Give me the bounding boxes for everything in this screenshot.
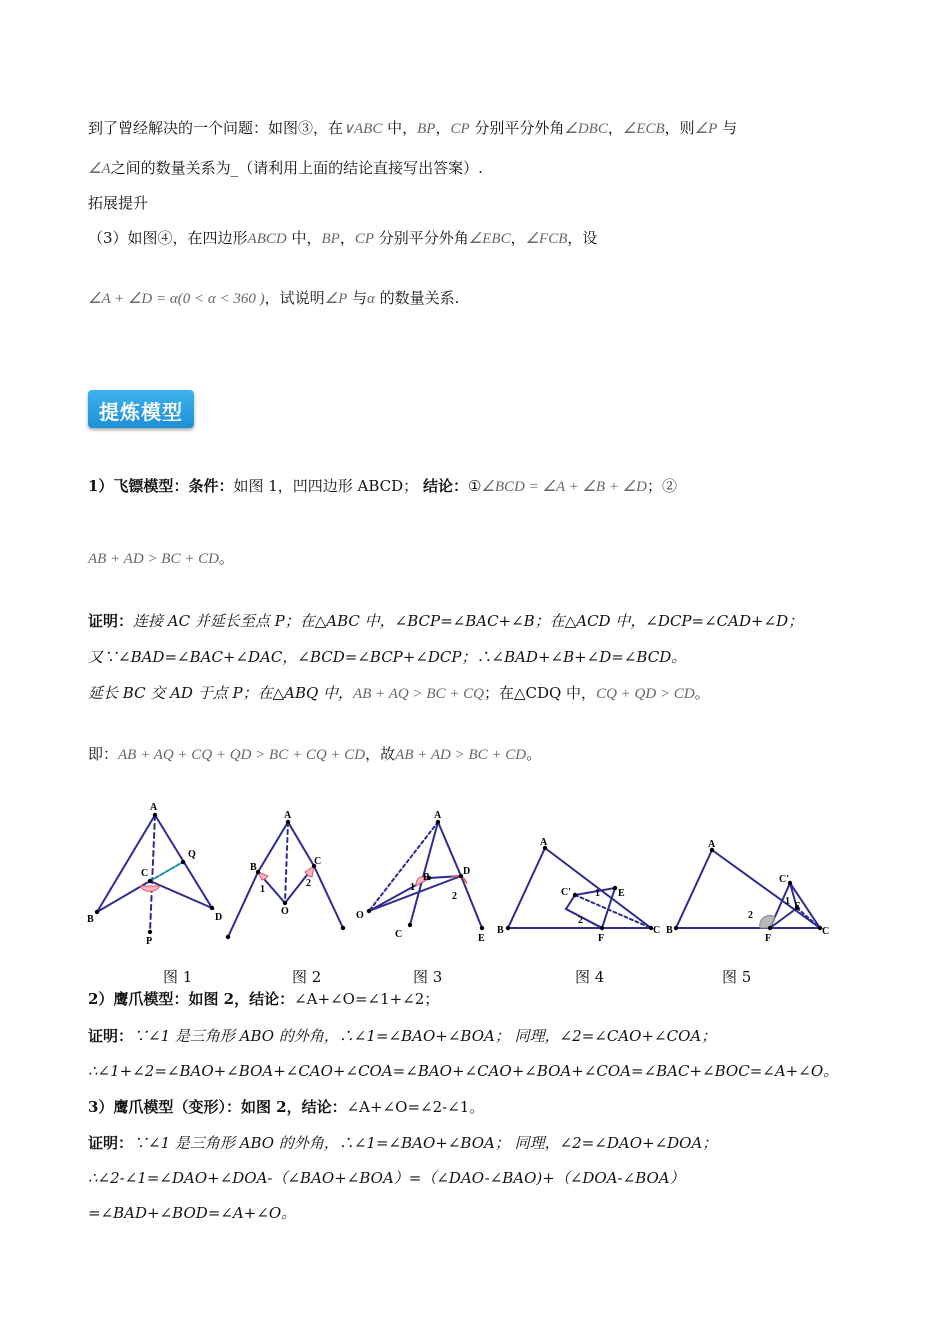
svg-text:2: 2 <box>306 878 311 889</box>
paragraph-question-2: 到了曾经解决的一个问题：如图③，在∨ABC 中，BP，CP 分别平分外角∠DBC，∠ECB，则∠P 与 <box>88 119 738 137</box>
svg-text:B: B <box>497 925 504 936</box>
figure-1-dart <box>97 815 212 932</box>
model-2-heading: 2）鹰爪模型：如图 2，结论：∠A+∠O=∠1+∠2； <box>88 990 440 1008</box>
svg-text:F: F <box>598 933 605 944</box>
figure-2-claw <box>228 822 343 937</box>
paragraph-question-3: （3）如图④，在四边形ABCD 中，BP，CP 分别平分外角∠EBC，∠FCB，设 <box>88 229 598 247</box>
proof-2-line-2: ∴∠1+∠2=∠BAO+∠BOA+∠CAO+∠COA=∠BAO+∠CAO+∠BOA+∠COA=∠BAC+∠BOC=∠A+∠O。 <box>88 1062 839 1080</box>
svg-text:A: A <box>150 802 158 813</box>
svg-text:E: E <box>478 933 485 944</box>
svg-text:B: B <box>666 925 673 936</box>
svg-text:Q: Q <box>188 849 196 860</box>
figure-1-caption: 图 1 <box>163 968 193 986</box>
svg-text:D: D <box>215 912 223 923</box>
svg-text:C: C <box>653 925 661 936</box>
svg-text:1: 1 <box>595 888 600 899</box>
proof-2-line-1: 证明：∵∠1 是三角形 ABO 的外角，∴∠1=∠BAO+∠BOA； 同理，∠2=∠CAO+∠COA； <box>88 1027 717 1045</box>
figure-2-caption: 图 2 <box>292 968 322 986</box>
svg-text:O: O <box>281 906 289 917</box>
model-1-conclusion-2: AB + AD > BC + CD。 <box>88 549 234 567</box>
model-3-heading: 3）鹰爪模型（变形）：如图 2，结论：∠A+∠O=∠2-∠1。 <box>88 1098 485 1116</box>
section-label-extension: 拓展提升 <box>88 194 149 212</box>
model-1-heading: 1）飞镖模型：条件：如图 1，凹四边形 ABCD； 结论：①∠BCD = ∠A + ∠B + ∠D；② <box>88 477 677 495</box>
figure-3-caption: 图 3 <box>413 968 443 986</box>
svg-text:E: E <box>794 901 801 912</box>
svg-text:O: O <box>356 910 364 921</box>
svg-text:A: A <box>434 810 442 821</box>
svg-text:B: B <box>423 872 430 883</box>
svg-text:2: 2 <box>748 910 753 921</box>
paragraph-question-2-cont: ∠A之间的数量关系为_（请利用上面的结论直接写出答案）. <box>88 159 483 177</box>
figure-4-caption: 图 4 <box>575 968 605 986</box>
proof-1-line-3: 延长 BC 交 AD 于点 P；在△ABQ 中，AB + AQ > BC + CQ；在△CDQ 中，CQ + QD > CD。 <box>88 684 710 702</box>
proof-1-line-4: 即：AB + AQ + CQ + QD > BC + CQ + CD，故AB + AD > BC + CD。 <box>88 745 542 763</box>
figure-5-caption: 图 5 <box>722 968 752 986</box>
svg-text:1: 1 <box>260 884 265 895</box>
svg-text:B: B <box>87 914 94 925</box>
svg-text:F: F <box>765 933 772 944</box>
proof-3-line-3: =∠BAD+∠BOD=∠A+∠O。 <box>88 1204 297 1222</box>
svg-text:A: A <box>284 810 292 821</box>
proof-1-line-2: 又∵∠BAD=∠BAC+∠DAC，∠BCD=∠BCP+∠DCP；∴∠BAD+∠B+∠D=∠BCD。 <box>88 648 687 666</box>
svg-text:B: B <box>250 862 257 873</box>
svg-text:C: C <box>141 868 149 879</box>
section-badge <box>88 390 194 428</box>
svg-text:C: C <box>822 926 830 937</box>
proof-3-line-1: 证明：∵∠1 是三角形 ABO 的外角，∴∠1=∠BAO+∠BOA； 同理，∠2=∠DAO+∠DOA； <box>88 1134 718 1152</box>
geometry-figures <box>0 795 950 955</box>
svg-text:A: A <box>708 839 716 850</box>
proof-3-line-2: ∴∠2-∠1=∠DAO+∠DOA-（∠BAO+∠BOA）=（∠DAO-∠BAO)+（∠DOA-∠BOA） <box>88 1169 685 1187</box>
svg-text:A: A <box>540 837 548 848</box>
svg-text:C: C <box>395 929 403 940</box>
svg-text:2: 2 <box>452 891 457 902</box>
svg-text:1: 1 <box>410 882 415 893</box>
svg-text:C: C <box>314 856 322 867</box>
svg-text:P: P <box>146 936 153 947</box>
svg-text:2: 2 <box>578 915 583 926</box>
section-badge-label: 提炼模型 <box>99 400 183 424</box>
svg-text:C': C' <box>779 874 789 885</box>
svg-text:C': C' <box>561 887 571 898</box>
svg-text:D: D <box>463 866 471 877</box>
svg-text:1: 1 <box>785 896 790 907</box>
proof-1-line-1: 证明：连接 AC 并延长至点 P；在△ABC 中，∠BCP=∠BAC+∠B；在△ACD 中，∠DCP=∠CAD+∠D； <box>88 612 804 630</box>
svg-text:E: E <box>618 888 625 899</box>
paragraph-question-3-cont: ∠A + ∠D = α(0 < α < 360 )，试说明∠P 与α 的数量关系. <box>88 289 460 307</box>
